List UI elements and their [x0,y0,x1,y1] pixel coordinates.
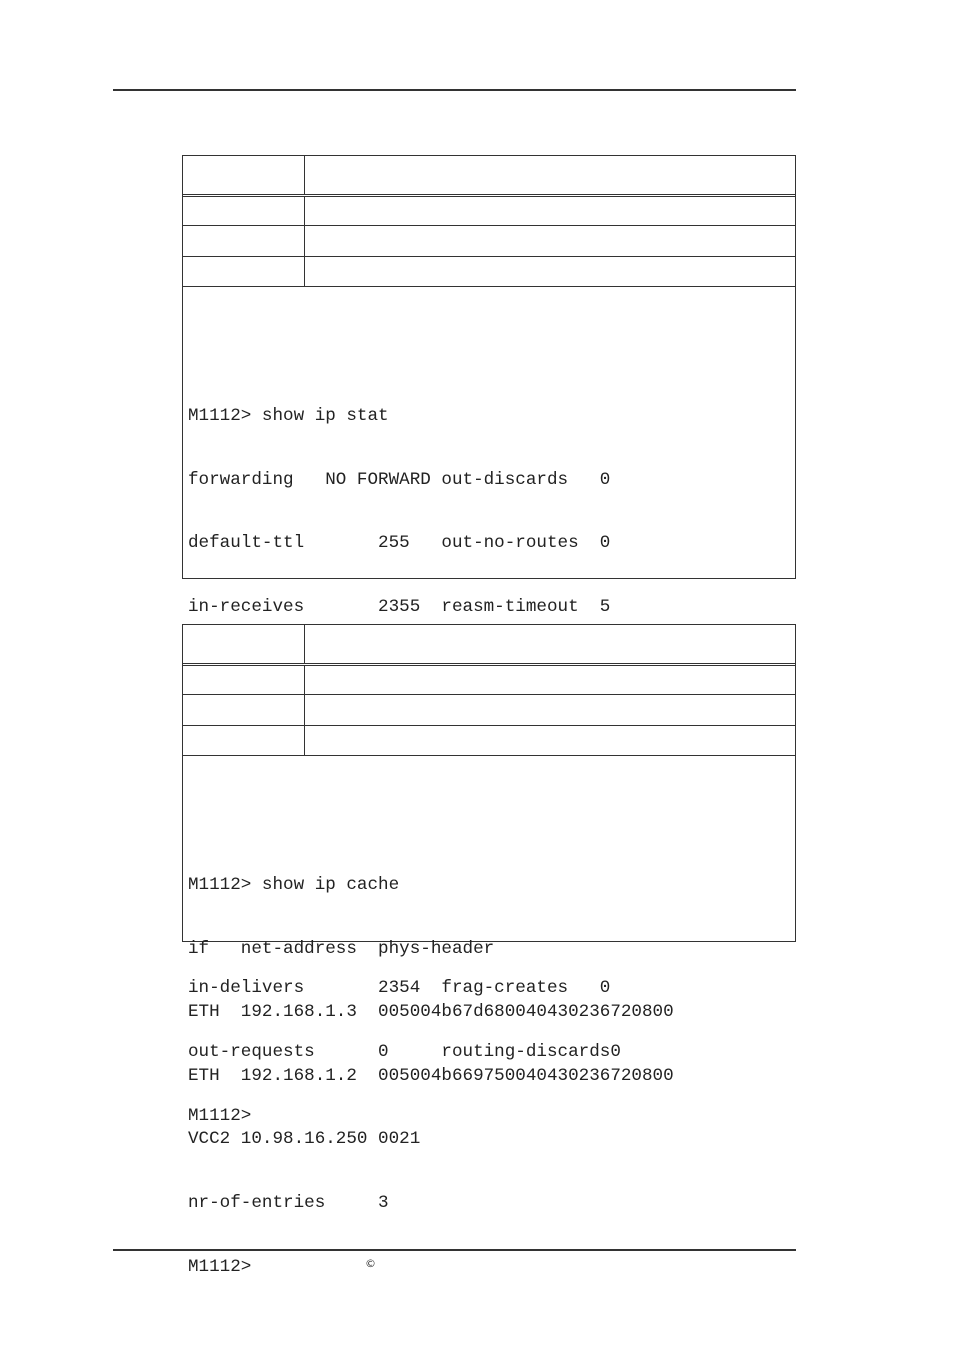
code-line: nr-of-entries 3 [188,1192,389,1213]
table-row [183,666,795,695]
code-line: if net-address phys-header [188,938,495,959]
code-line: in-receives 2355 reasm-timeout 5 [188,596,611,617]
table-row [183,197,795,226]
code-line: ETH 192.168.1.2 005004b669750040430236720800 [188,1065,674,1086]
table-header-row [183,156,795,197]
copyright-symbol: © [365,1257,376,1270]
header-cell-left [183,156,305,194]
code-line: in-delivers 2354 frag-creates 0 [188,978,611,999]
code-line: out-requests 0 routing-discards0 [188,1041,621,1062]
code-line: ETH 192.168.1.3 005004b67d680040430236720800 [188,1002,674,1023]
header-cell-left [183,625,305,663]
code-line: forwarding NO FORWARD out-discards 0 [188,469,611,490]
footer-rule [113,1249,796,1251]
header-rule [113,89,796,91]
show-ip-cache-example [183,756,795,1320]
table-row [183,726,795,756]
code-line: VCC2 10.98.16.250 0021 [188,1129,421,1150]
code-line: M1112> [188,1256,252,1277]
table-row [183,257,795,287]
code-line: M1112> show ip stat [188,406,389,426]
code-line: M1112> show ip cache [188,875,400,895]
table-header-row [183,625,795,666]
code-line: default-ttl 255 out-no-routes 0 [188,533,611,554]
code-line: M1112> [188,1105,252,1126]
header-cell-right [305,625,795,663]
table-row [183,226,795,257]
table-row [183,695,795,726]
header-cell-right [305,156,795,194]
